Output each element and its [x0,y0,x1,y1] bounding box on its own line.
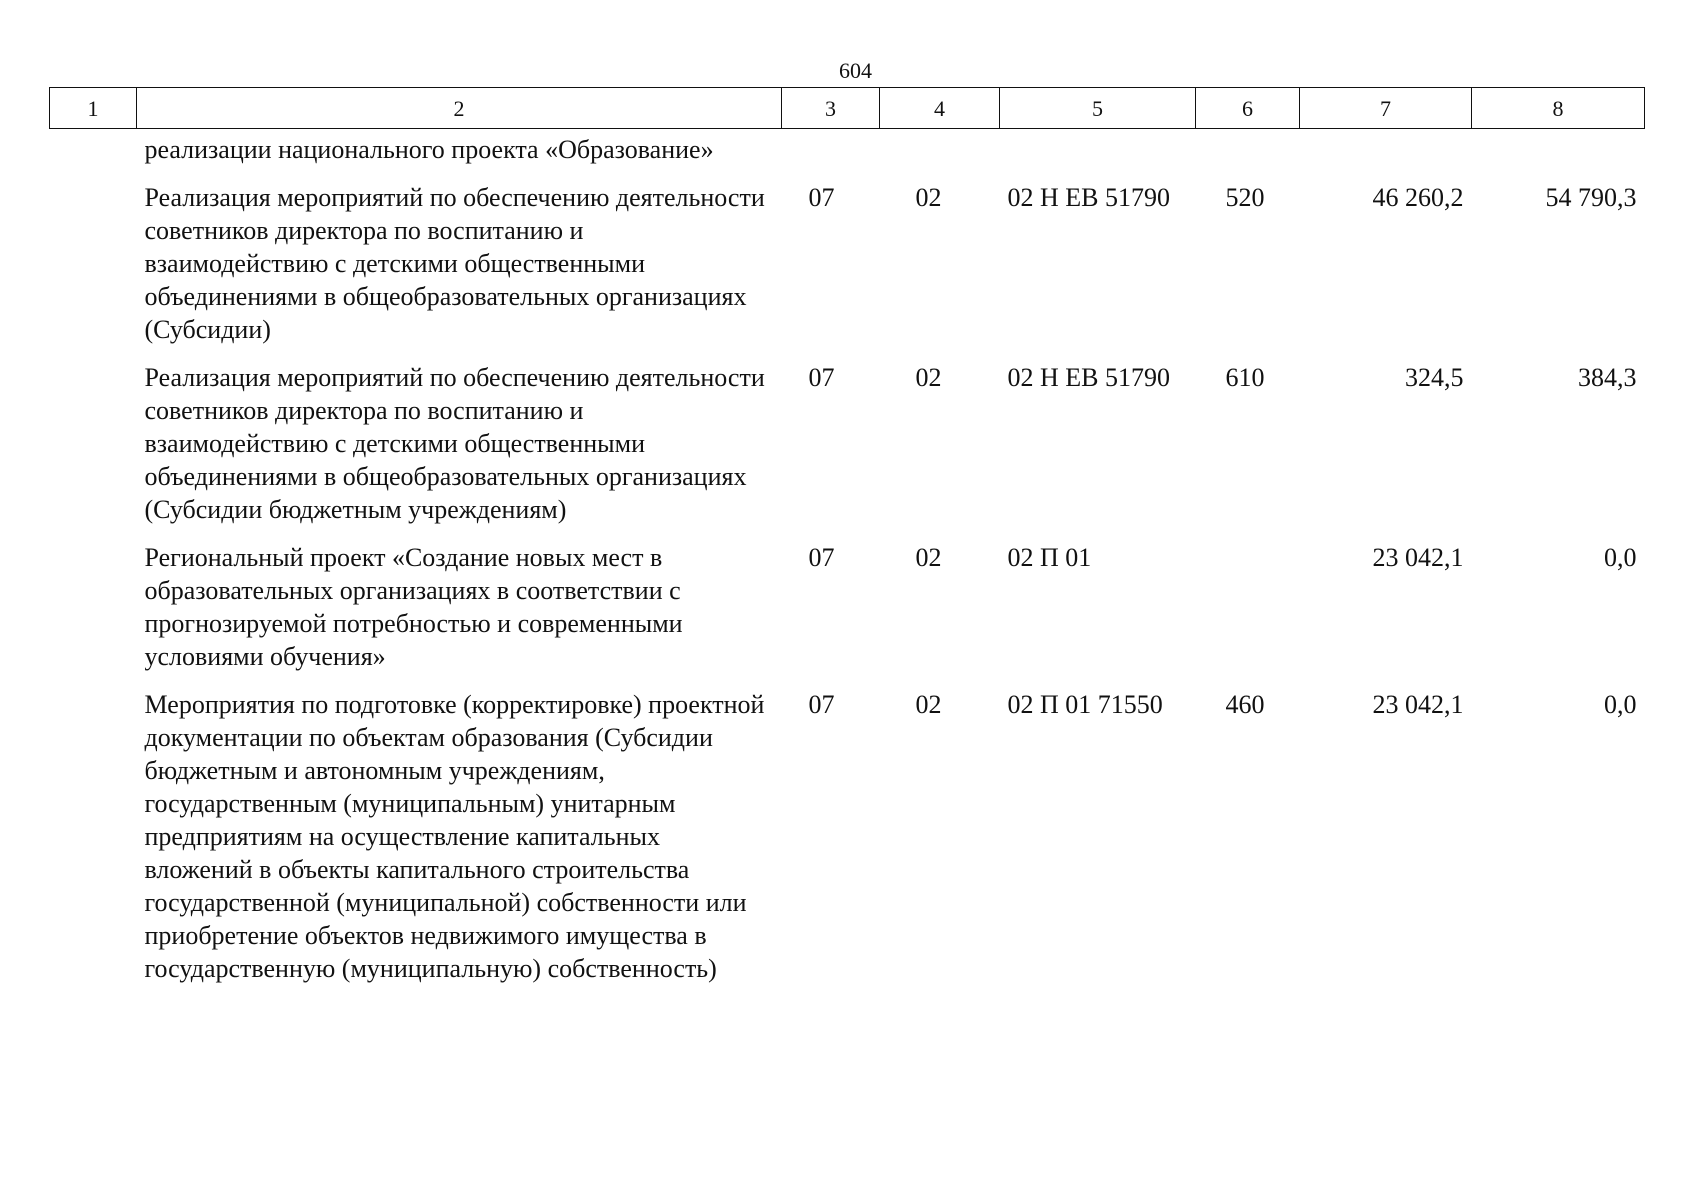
row-subsection: 02 [915,183,942,212]
row-sum-col7: 23 042,1 [1372,543,1464,572]
header-col-6: 6 [1196,88,1300,129]
header-col-7: 7 [1300,88,1472,129]
row-target-article: 02 Н ЕВ 51790 [1007,183,1170,212]
row-sum-col8 [1472,129,1645,171]
row-name: Реализация мероприятий по обеспечению деятельности советников директора по воспитанию и взаимодействию с детскими общественными объединениями в общеобразовательных организациях (Субсидии бюджетным учреждениям) [144,363,765,524]
row-subsection: 02 [915,543,942,572]
row-name: Мероприятия по подготовке (корректировке) проектной документации по объектам образования (Субсидии бюджетным и автономным учреждениям, государственным (муниципальным) унитарным предприятиям на осуществление капитальных вложений в объекты капитального строительства государственной (муниципальной) собственности или приобретение объектов недвижимого имущества в государственную (муниципальную) собственность) [144,690,765,983]
row-section: 07 [808,183,835,212]
row-target-article: 02 Н ЕВ 51790 [1007,363,1170,392]
row-target-article: 02 П 01 71550 [1007,690,1163,719]
row-sum-col7: 324,5 [1405,363,1464,392]
table-row [50,129,1645,171]
row-section: 07 [808,543,835,572]
row-target-article: 02 П 01 [1007,543,1092,572]
table-row [50,350,1645,530]
row-expense-type [1196,530,1300,677]
header-row [50,88,1645,129]
header-col-1: 1 [50,88,137,129]
row-sum-col8: 0,0 [1604,543,1637,572]
table-row [50,677,1645,989]
row-section: 07 [808,363,835,392]
row-name: реализации национального проекта «Образование» [144,135,714,164]
row-sum-col8: 384,3 [1578,363,1637,392]
page-number: 604 [839,58,872,83]
row-section: 07 [808,690,835,719]
row-expense-type: 610 [1225,363,1265,392]
row-expense-type: 520 [1225,183,1265,212]
row-name: Реализация мероприятий по обеспечению деятельности советников директора по воспитанию и взаимодействию с детскими общественными объединениями в общеобразовательных организациях (Субсидии) [144,183,765,344]
row-sum-col7 [1300,129,1472,171]
header-col-5: 5 [1000,88,1196,129]
table-body [50,129,1645,990]
table-row [50,170,1645,350]
header-col-8: 8 [1472,88,1645,129]
row-section [782,129,880,171]
row-col1 [50,170,137,350]
budget-table [49,87,1645,989]
row-sum-col7: 46 260,2 [1372,183,1464,212]
row-col1 [50,530,137,677]
header-col-3: 3 [782,88,880,129]
table-header [50,88,1645,129]
row-col1 [50,677,137,989]
row-expense-type [1196,129,1300,171]
row-target-article [1000,129,1196,171]
row-name: Региональный проект «Создание новых мест в образовательных организациях в соответствии с прогнозируемой потребностью и современными условиями обучения» [144,543,683,671]
row-sum-col7: 23 042,1 [1372,690,1464,719]
header-col-2: 2 [137,88,782,129]
row-subsection [880,129,1000,171]
header-col-4: 4 [880,88,1000,129]
row-sum-col8: 0,0 [1604,690,1637,719]
row-subsection: 02 [915,690,942,719]
row-sum-col8: 54 790,3 [1545,183,1637,212]
row-subsection: 02 [915,363,942,392]
row-col1 [50,350,137,530]
table-row [50,530,1645,677]
row-expense-type: 460 [1225,690,1265,719]
row-col1 [50,129,137,171]
